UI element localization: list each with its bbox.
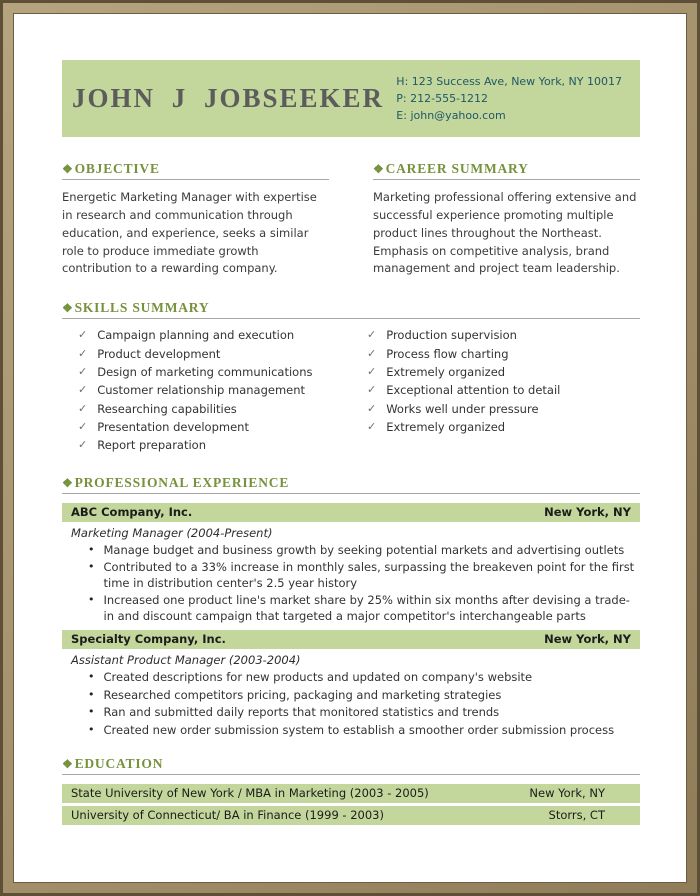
list-item (367, 420, 640, 434)
skill-label: Production supervision (386, 328, 517, 343)
list-item (78, 438, 351, 452)
education-degree: State University of New York / MBA in Marketing (2003 - 2005) (71, 786, 429, 801)
skill-label: Design of marketing communications (97, 364, 313, 379)
section-title: EDUCATION (74, 756, 164, 772)
bullet-text: Manage budget and business growth by seeking potential markets and advertising outlets (103, 542, 625, 557)
bullet-text: Created new order submission system to establish a smoother order submission process (103, 722, 615, 737)
check-icon: ✓ (78, 401, 88, 415)
list-item (88, 705, 640, 721)
list-item (88, 543, 640, 559)
list-item (78, 420, 351, 434)
list-item (88, 688, 640, 704)
skill-label: Exceptional attention to detail (386, 383, 561, 398)
skill-label: Customer relationship management (97, 383, 306, 398)
skills-columns (62, 328, 640, 457)
list-item (78, 347, 351, 361)
page-title: JOHN J JOBSEEKER (72, 83, 385, 114)
list-item (78, 383, 351, 397)
job-entry (62, 503, 640, 625)
check-icon: ✓ (367, 346, 377, 360)
header (62, 60, 640, 137)
check-icon: ✓ (78, 438, 88, 452)
list-item (367, 347, 640, 361)
education-location: Storrs, CT (548, 808, 605, 823)
contact-address: H: 123 Success Ave, New York, NY 10017 (396, 75, 622, 88)
bullet-text: Increased one product line's market share by 25% within six months after devising a trade-in and discount campaign that targeted a major competitor's interchangeable parts (103, 593, 630, 623)
list-item (88, 723, 640, 739)
job-role: Marketing Manager (2004-Present) (71, 525, 273, 540)
bullet-icon: • (88, 542, 95, 556)
bullet-text: Created descriptions for new products and updated on company's website (103, 670, 533, 685)
list-item (88, 670, 640, 686)
bullet-icon: • (88, 560, 95, 574)
skill-label: Campaign planning and execution (97, 328, 295, 343)
bullet-icon: • (88, 705, 95, 719)
check-icon: ✓ (78, 383, 88, 397)
skill-label: Product development (97, 346, 221, 361)
bullet-text: Researched competitors pricing, packaging and marketing strategies (103, 687, 502, 702)
skills-column-right (351, 328, 640, 457)
job-header-bar (62, 503, 640, 522)
company-name: Specialty Company, Inc. (71, 632, 226, 647)
contact-email: E: john@yahoo.com (396, 109, 506, 123)
diamond-icon: ❖ (62, 475, 74, 490)
education-section (62, 756, 640, 825)
bullet-text: Contributed to a 33% increase in monthly sales, surpassing the breakeven point for the first time in distribution center's 2.5 year history (103, 560, 635, 590)
career-summary-section (373, 161, 640, 278)
check-icon: ✓ (78, 420, 88, 434)
education-row (62, 806, 640, 825)
skill-label: Extremely organized (386, 420, 506, 435)
job-bullets (88, 670, 640, 738)
diamond-icon: ❖ (373, 162, 385, 177)
bullet-icon: • (88, 670, 95, 684)
list-item (367, 383, 640, 397)
skills-section (62, 300, 640, 457)
education-degree: University of Connecticut/ BA in Finance (1999 - 2003) (71, 808, 384, 823)
company-name: ABC Company, Inc. (71, 504, 193, 519)
section-heading-experience (62, 475, 640, 494)
diamond-icon: ❖ (62, 162, 74, 177)
section-heading-skills (62, 300, 640, 319)
list-item (78, 365, 351, 379)
list-item (78, 402, 351, 416)
list-item (367, 365, 640, 379)
check-icon: ✓ (78, 346, 88, 360)
job-bullets (88, 543, 640, 625)
contact-phone: P: 212-555-1212 (396, 92, 489, 106)
education-row (62, 784, 640, 803)
skill-label: Researching capabilities (97, 401, 237, 416)
job-entry (62, 630, 640, 738)
resume-page (13, 13, 687, 883)
skill-label: Extremely organized (386, 364, 506, 379)
objective-text: Energetic Marketing Manager with expertise in research and communication through education, and experience, seeks a similar role to produce immediate growth contribution to a rewarding company. (62, 190, 317, 276)
bullet-icon: • (88, 722, 95, 736)
skill-label: Works well under pressure (386, 401, 539, 416)
education-location: New York, NY (529, 786, 605, 801)
skill-label: Presentation development (97, 420, 249, 435)
career-summary-text: Marketing professional offering extensive and successful experience promoting multiple product lines throughout the Northeast. Emphasis on competitive analysis, brand management and project team leadership. (373, 190, 637, 276)
bullet-text: Ran and submitted daily reports that monitored statistics and trends (103, 705, 500, 720)
skill-label: Process flow charting (386, 346, 509, 361)
list-item (367, 328, 640, 342)
bullet-icon: • (88, 687, 95, 701)
section-title: CAREER SUMMARY (385, 161, 529, 177)
check-icon: ✓ (367, 401, 377, 415)
job-role: Assistant Product Manager (2003-2004) (71, 653, 301, 668)
section-title: SKILLS SUMMARY (74, 300, 210, 316)
section-heading-career-summary (373, 161, 640, 180)
section-heading-education (62, 756, 640, 775)
list-item (88, 560, 640, 591)
check-icon: ✓ (78, 364, 88, 378)
job-header-bar (62, 630, 640, 649)
job-location: New York, NY (544, 632, 631, 647)
diamond-icon: ❖ (62, 301, 74, 316)
experience-section (62, 475, 640, 739)
check-icon: ✓ (78, 328, 88, 342)
list-item (88, 593, 640, 624)
check-icon: ✓ (367, 420, 377, 434)
check-icon: ✓ (367, 364, 377, 378)
summary-columns (62, 161, 640, 278)
list-item (367, 402, 640, 416)
job-location: New York, NY (544, 504, 631, 519)
section-heading-objective (62, 161, 329, 180)
check-icon: ✓ (367, 328, 377, 342)
section-title: OBJECTIVE (74, 161, 160, 177)
objective-section (62, 161, 329, 278)
diamond-icon: ❖ (62, 757, 74, 772)
check-icon: ✓ (367, 383, 377, 397)
skills-column-left (62, 328, 351, 457)
skill-label: Report preparation (97, 438, 206, 453)
section-title: PROFESSIONAL EXPERIENCE (74, 474, 290, 490)
bullet-icon: • (88, 593, 95, 607)
list-item (78, 328, 351, 342)
contact-info (396, 73, 626, 124)
